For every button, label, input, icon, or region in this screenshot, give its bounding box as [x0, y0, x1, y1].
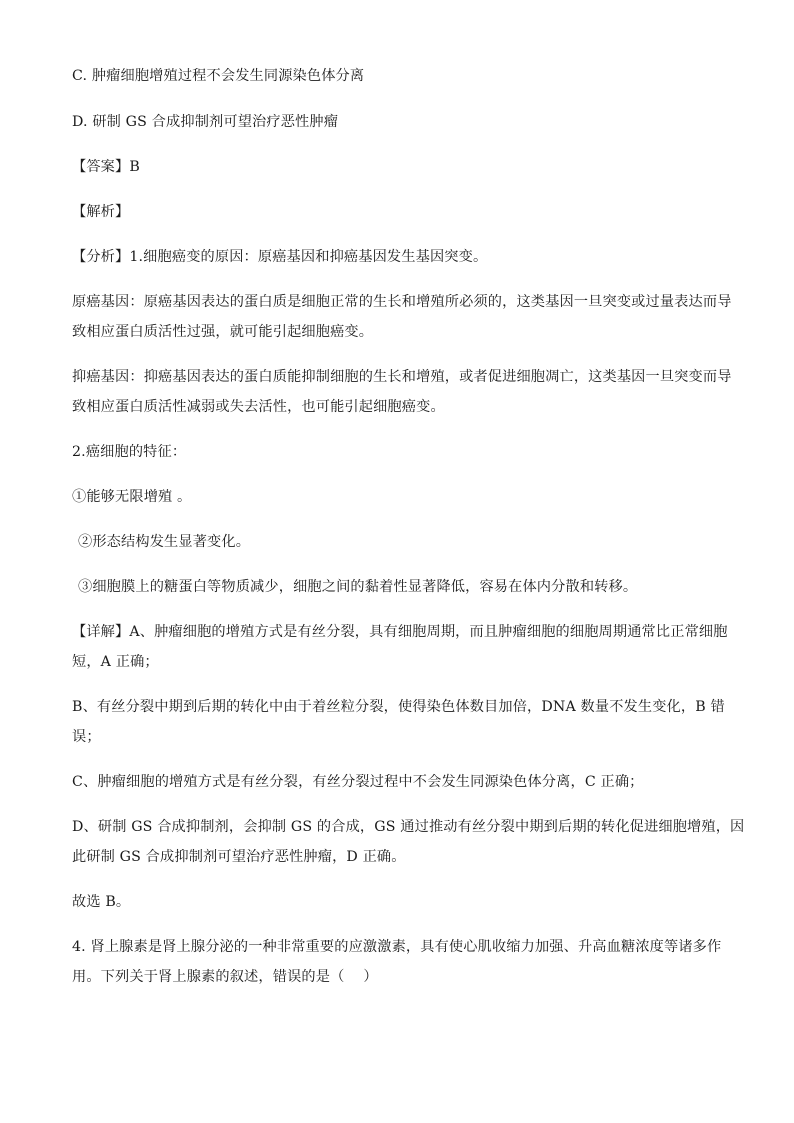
feature-3: ③细胞膜上的糖蛋白等物质减少，细胞之间的黏着性显著降低，容易在体内分散和转移。 — [78, 579, 638, 595]
feature-1: ①能够无限增殖 。 — [72, 489, 192, 505]
detail-d-line-1: D、研制 GS 合成抑制剂，会抑制 GS 的合成，GS 通过推动有丝分裂中期到后期的转化促进细胞增殖，因 — [72, 819, 745, 835]
feature-2: ②形态结构发生显著变化。 — [78, 534, 251, 550]
detail-b-line-1: B、有丝分裂中期到后期的转化中由于着丝粒分裂，使得染色体数目加倍，DNA 数量不发生变化，B 错 — [72, 699, 725, 715]
detail-b-line-2: 误； — [72, 729, 101, 745]
answer-line: 【答案】B — [72, 159, 140, 175]
proto-oncogene-line-1: 原癌基因：原癌基因表达的蛋白质是细胞正常的生长和增殖所必须的，这类基因一旦突变或过量表达而导 — [72, 294, 732, 310]
question-4-line-1: 4. 肾上腺素是肾上腺分泌的一种非常重要的应激激素，具有使心肌收缩力加强、升高血糖浓度等诸多作 — [72, 939, 722, 955]
analysis-intro: 【分析】1.细胞癌变的原因：原癌基因和抑癌基因发生基因突变。 — [72, 249, 488, 265]
detail-c: C、肿瘤细胞的增殖方式是有丝分裂，有丝分裂过程中不会发生同源染色体分离，C 正确； — [72, 774, 644, 790]
detail-a-line-1: 【详解】A、肿瘤细胞的增殖方式是有丝分裂，具有细胞周期，而且肿瘤细胞的细胞周期通常比正常细胞 — [72, 624, 728, 640]
detail-d-line-2: 此研制 GS 合成抑制剂可望治疗恶性肿瘤，D 正确。 — [72, 849, 406, 865]
tumor-suppressor-line-2: 致相应蛋白质活性减弱或失去活性，也可能引起细胞癌变。 — [72, 399, 445, 415]
analysis-heading: 【解析】 — [72, 204, 130, 220]
cancer-cell-features-heading: 2.癌细胞的特征： — [72, 444, 187, 460]
conclusion: 故选 B。 — [72, 894, 131, 910]
option-c: C. 肿瘤细胞增殖过程不会发生同源染色体分离 — [72, 68, 365, 84]
question-4-line-2: 用。下列关于肾上腺素的叙述，错误的是（ ） — [72, 969, 378, 985]
detail-a-line-2: 短，A 正确； — [72, 654, 159, 670]
option-d: D. 研制 GS 合成抑制剂可望治疗恶性肿瘤 — [72, 114, 339, 130]
proto-oncogene-line-2: 致相应蛋白质活性过强，就可能引起细胞癌变。 — [72, 324, 374, 340]
tumor-suppressor-line-1: 抑癌基因：抑癌基因表达的蛋白质能抑制细胞的生长和增殖，或者促进细胞凋亡，这类基因一旦突变而导 — [72, 369, 732, 385]
